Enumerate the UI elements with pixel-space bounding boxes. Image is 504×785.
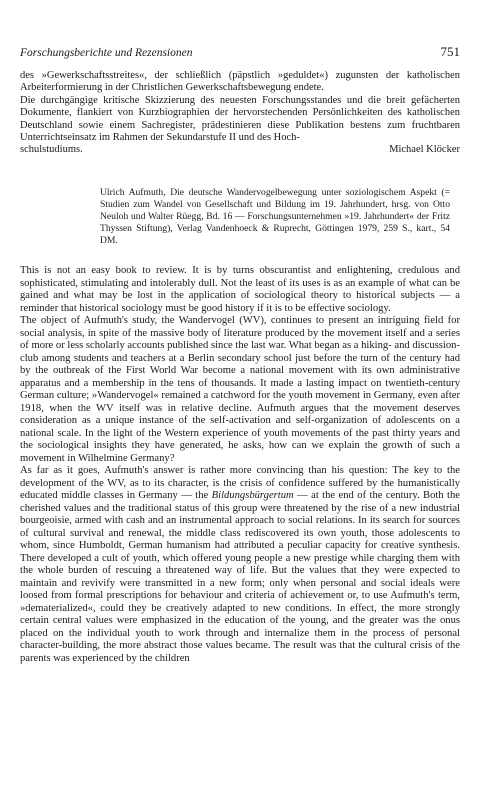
previous-review-paragraph-2: Die durchgängige kritische Skizzierung des neuesten Forschungsstandes und die breit gefächerten Dokumente, flankiert von Kurzbiographien der hervorstechenden Persönlichkeiten des katholischen Deutschland sowie einem Sachregister, prädestinieren diese Publikation bestens zum fruchtbaren Unterrichtseinsatz im Rahmen der Sekundarstufe II und des Hoch- xyxy=(20,94,460,144)
section-title: Forschungsberichte und Rezensionen xyxy=(20,47,193,59)
previous-review-last-line: schulstudiums. xyxy=(20,144,83,156)
review-paragraph-3 xyxy=(20,465,460,665)
page-number: 751 xyxy=(440,44,460,59)
reviewer-name: Michael Klöcker xyxy=(389,144,460,156)
review-paragraph-3-rest: — at the end of the century. Both the cherished values and the traditional status of this group were threatened by the rise of a new industrial bourgeoisie, armed with cash and an instrumental approach to social relations. In its search for sources of cultural survival and renewal, the middle class rediscovered its own youth, those adolescents to whom, since Humboldt, German humanism had attributed a peculiar capacity for creative synthesis. There developed a cult of youth, which offered young people a new prestige while charging them with the whole burden of rescuing a threatened way of life. But the values that they were expected to maintain and revivify were transmitted in a new form; only when personal and social ideals were loosed from formal prescriptions for behaviour and criteria of achievement or, to use Aufmuth's term, »dematerialized«, could they be creatively adapted to new conditions. In effect, the more strongly certain central values were emphasized in the education of the young, and the greater was the onus placed on the individual youth to work through and internalize them in the process of personal character-building, the more abstract those values became. The result was that the cultural crisis of the parents was experienced by the children xyxy=(20,490,461,664)
running-header xyxy=(20,44,460,60)
bibliographic-entry: Ulrich Aufmuth, Die deutsche Wandervogelbewegung unter soziologischem Aspekt (= Studien zum Wandel von Gesellschaft und Bildung im 19. Jahrhundert, hrsg. von Otto Neuloh und Walter Rüegg, Bd. 16 — Forschungsunternehmen »19. Jahrhundert« der Fritz Thyssen Stiftung), Verlag Vandenhoeck & Ruprecht, Göttingen 1979, 259 S., kart., 54 DM. xyxy=(100,186,450,247)
review-body xyxy=(20,265,460,665)
review-paragraph-3-start: As far as it goes, Aufmuth's answer is rather more convincing than his question: The key to the development of the WV, as to its character, is the crisis of confidence suffered by the humanistically educated middle classes in Germany — the xyxy=(20,465,460,502)
review-paragraph-1: This is not an easy book to review. It is by turns obscurantist and enlightening, credulous and sophisticated, stimulating and intolerably dull. Not the least of its uses is as an example of what can be gained and what may be lost in the application of sociological theory to historical subjects — a reminder that historical sociology must be good history if it is to be effective sociology. xyxy=(20,265,460,314)
italic-term: Bildungsbürgertum xyxy=(211,490,294,502)
previous-review-ending xyxy=(20,70,460,157)
previous-review-paragraph-1: des »Gewerkschaftsstreites«, der schließlich (päpstlich »geduldet«) zugunsten der katholischen Arbeiterformierung in der Christlichen Gewerkschaftsbewegung endete. xyxy=(20,70,460,94)
review-paragraph-2: The object of Aufmuth's study, the Wandervogel (WV), continues to present an intriguing field for social analysis, in spite of the massive body of literature produced by the movement itself and a series of more or less scholarly accounts published since the last war. What began as a hiking- and discussion-club among students and teachers at a Berlin secondary school just before the turn of the century had by the outbreak of the First World War become a national movement with its own administrative apparatus and a membership in the tens of thousands. It made a lasting impact on twentieth-century German culture; »Wandervogel« remained a catchword for the youth movement in Germany, even after 1918, when the WV itself was in relative decline. Aufmuth argues that the movement deserves consideration as a unique instance of the self-activation and self-organization of adolescents on a national scale. In the light of the Western experience of youth movements of the past thirty years and the sociological insights they have generated, he asks, how can we explain the growth of such a movement in Wilhelmine Germany? xyxy=(20,315,460,464)
signature-line xyxy=(20,144,460,156)
document-page xyxy=(20,44,460,665)
